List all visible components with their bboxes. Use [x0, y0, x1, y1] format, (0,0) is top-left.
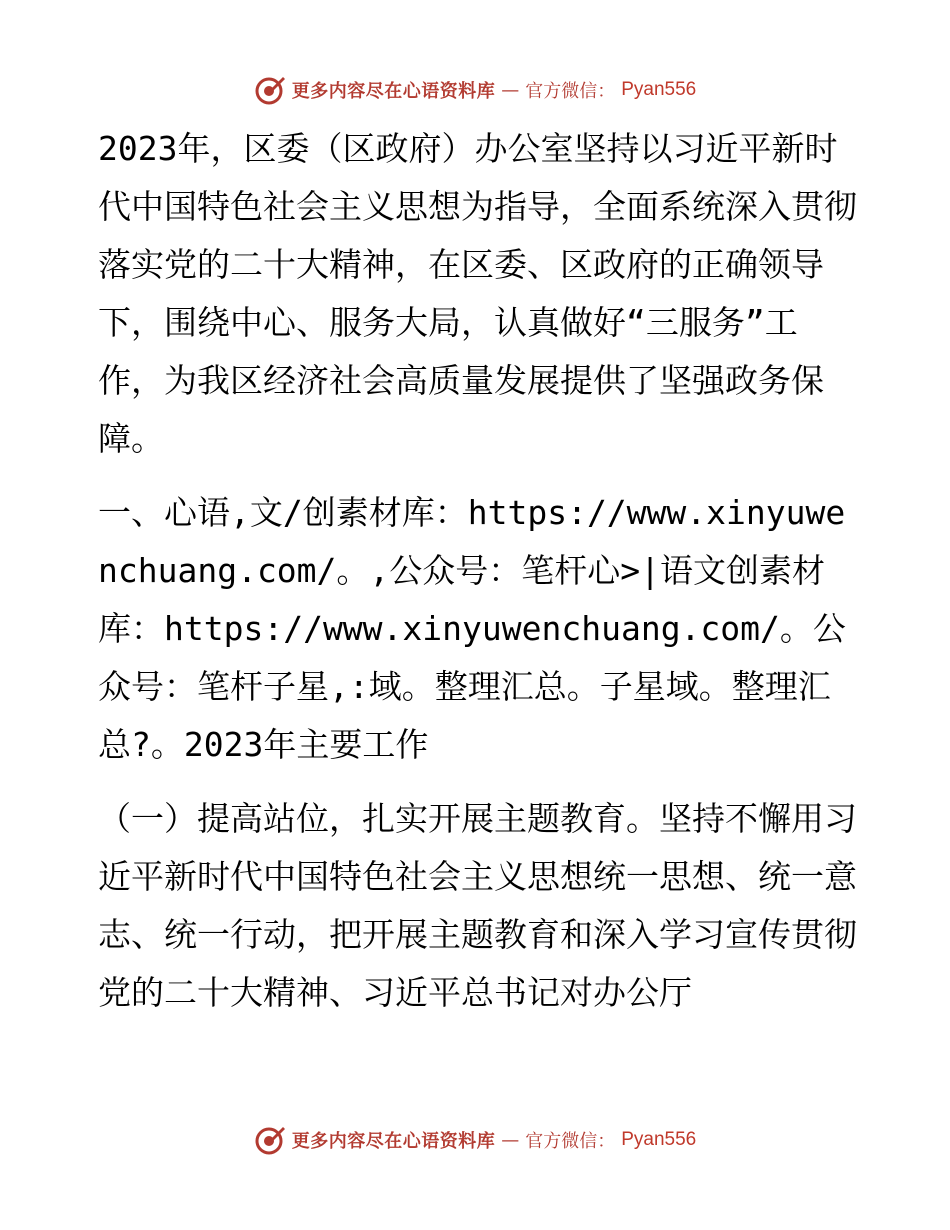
footer-wechat-label: 官方微信： — [525, 1131, 616, 1152]
header-banner-text: 更多内容尽在心语资料库 — [291, 81, 496, 102]
footer-banner-text: 更多内容尽在心语资料库 — [291, 1131, 496, 1152]
footer-wechat-id: Pyan556 — [621, 1129, 697, 1150]
document-body — [98, 120, 858, 1022]
footer-banner-dash: — — [501, 1129, 520, 1151]
footer-banner — [0, 1120, 950, 1160]
paragraph-item-one: （一）提高站位，扎实开展主题教育。坚持不懈用习近平新时代中国特色社会主义思想统一思想、统一意志、统一行动，把开展主题教育和深入学习宣传贯彻党的二十大精神、习近平总书记对办公厅 — [98, 799, 857, 1012]
header-banner — [0, 70, 950, 110]
paragraph-section-one: 一、心语,文/创素材库：https://www.xinyuwenchuang.com/。,公众号：笔杆心>|语文创素材库：https://www.xinyuwenchuang.com/。公众号：笔杆子星,:域。整理汇总。子星域。整理汇总?。2023年主要工作 — [98, 493, 846, 764]
paragraph-intro: 2023年，区委（区政府）办公室坚持以习近平新时代中国特色社会主义思想为指导，全面系统深入贯彻落实党的二十大精神，在区委、区政府的正确领导下，围绕中心、服务大局，认真做好“三服务”工作，为我区经济社会高质量发展提供了坚强政务保障。 — [98, 129, 857, 458]
quill-logo-icon — [254, 1124, 286, 1156]
header-wechat-label: 官方微信： — [525, 81, 616, 102]
header-wechat-id: Pyan556 — [621, 79, 697, 100]
quill-logo-icon — [254, 74, 286, 106]
header-banner-dash: — — [501, 79, 520, 101]
